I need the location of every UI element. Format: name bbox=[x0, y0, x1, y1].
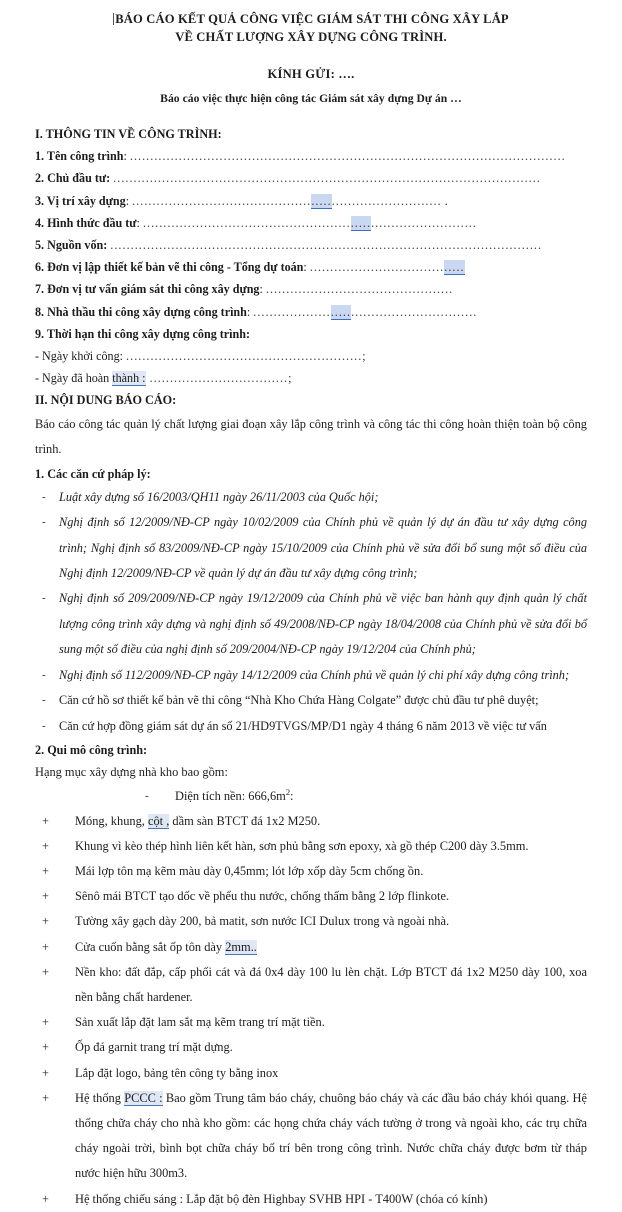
date-done-label: - Ngày đã hoàn bbox=[35, 371, 113, 386]
info-item-9-label: 9. Thời hạn thi công xây dựng công trình: bbox=[35, 326, 251, 341]
scope-intro: Hạng mục xây dựng nhà kho bao gồm: bbox=[35, 765, 228, 780]
dash-bullet-icon: - bbox=[42, 668, 46, 681]
info-item-6-sep: : bbox=[303, 260, 310, 275]
info-item-8-field-marker: ..... bbox=[330, 304, 352, 319]
info-item-7 bbox=[35, 278, 587, 300]
info-item-5 bbox=[35, 234, 587, 256]
spec-item bbox=[35, 1086, 587, 1187]
date-done-row bbox=[35, 367, 587, 389]
dash-bullet-icon: - bbox=[42, 490, 46, 503]
spec-item-text: Cửa cuốn bằng sắt ốp tôn dày bbox=[75, 939, 226, 954]
document-title-line-1 bbox=[35, 10, 587, 28]
plus-bullet-icon: + bbox=[42, 1015, 49, 1030]
info-item-3-leader-a: ............................................ bbox=[132, 193, 312, 208]
basis-item bbox=[35, 714, 587, 739]
info-item-3-leader-b: ........................... bbox=[331, 193, 442, 208]
info-item-5-leader: .......................................................................................................... bbox=[110, 238, 543, 253]
document-title-line-2: VỀ CHẤT LƯỢNG XÂY DỰNG CÔNG TRÌNH. bbox=[175, 30, 447, 44]
info-item-6-label: 6. Đơn vị lập thiết kế bản vẽ thi công - Tổng dự toán bbox=[35, 260, 304, 275]
info-item-1-sep: : bbox=[123, 149, 130, 164]
dash-bullet-icon: - bbox=[42, 719, 46, 732]
recipient-line: KÍNH GỬI: …. bbox=[267, 67, 355, 81]
plus-bullet-icon: + bbox=[42, 1191, 49, 1206]
info-item-4-leader-a: ................................................... bbox=[142, 215, 351, 230]
spec-item bbox=[35, 834, 587, 859]
spec-item bbox=[35, 1187, 587, 1212]
date-start-row bbox=[35, 345, 587, 367]
spec-item-text: Ốp đá garnit trang trí mặt dựng. bbox=[75, 1040, 233, 1055]
info-item-2 bbox=[35, 167, 587, 189]
info-item-4-sep: : bbox=[136, 215, 143, 230]
section-heading-1: I. THÔNG TIN VỀ CÔNG TRÌNH: bbox=[35, 127, 222, 141]
info-item-3-field-marker: ..... bbox=[311, 193, 332, 208]
legal-item-text: Nghị định số 12/2009/NĐ-CP ngày 10/02/2009 của Chính phủ về quản lý dự án đầu tư xây dựng công trình; Nghị định số 83/2009/NĐ-CP ngày 15/10/2009 của Chính phủ về sửa đổi bổ sung một số điều của Nghị định 12/2009/NĐ-CP về quản lý dự án đầu tư xây dựng công trình; bbox=[59, 515, 587, 581]
section-heading-2: II. NỘI DUNG BÁO CÁO: bbox=[35, 393, 177, 408]
floor-area-unit-exponent: 2 bbox=[285, 786, 291, 797]
info-item-8-leader-b: ............................... bbox=[351, 304, 478, 319]
scope-heading: 2. Qui mô công trình: bbox=[35, 742, 148, 757]
spec-item-text-post: dầm sàn BTCT đá 1x2 M250. bbox=[169, 813, 321, 828]
spec-item-text: Hệ thống chiếu sáng : Lắp đặt bộ đèn Highbay SVHB HPI - T400W (chóa có kính) bbox=[75, 1191, 488, 1206]
info-item-4-leader-b: .......................... bbox=[371, 215, 477, 230]
spec-item-marker: PCCC : bbox=[124, 1090, 163, 1105]
info-item-5-label: 5. Nguồn vốn: bbox=[35, 238, 108, 253]
spec-item bbox=[35, 859, 587, 884]
info-item-3-tail: . bbox=[441, 193, 448, 208]
info-item-6-field-marker: ..... bbox=[444, 260, 465, 275]
spec-item-text: Khung vì kèo thép hình liên kết hàn, sơn phủ bằng sơn epoxy, xà gồ thép C200 dày 3.5mm. bbox=[75, 838, 529, 853]
info-item-8-sep: : bbox=[246, 304, 254, 319]
plus-bullet-icon: + bbox=[42, 939, 49, 954]
document-subtitle: Báo cáo việc thực hiện công tác Giám sát xây dựng Dự án … bbox=[160, 92, 462, 105]
floor-area-label: Diện tích nền: 666,6m bbox=[175, 788, 286, 803]
info-item-4 bbox=[35, 212, 587, 234]
spec-item-marker: 2mm.. bbox=[225, 939, 257, 954]
info-item-4-label: 4. Hình thức đầu tư bbox=[35, 215, 137, 230]
plus-bullet-icon: + bbox=[42, 813, 49, 828]
plus-bullet-icon: + bbox=[42, 1040, 49, 1055]
dash-bullet-icon: - bbox=[42, 592, 46, 605]
info-item-1-label: 1. Tên công trình bbox=[35, 149, 124, 164]
date-start-label: - Ngày khởi công: bbox=[35, 349, 127, 364]
info-item-8-leader-a: ................... bbox=[253, 304, 331, 319]
document-body bbox=[35, 0, 587, 1212]
legal-item bbox=[35, 586, 587, 662]
plus-bullet-icon: + bbox=[42, 914, 49, 929]
spec-item-text-post: Bao gồm Trung tâm báo cháy, chuông báo cháy và các đầu báo cháy khói quang. Hệ thống chữa cháy cho nhà kho gồm: các họng chứa cháy vách tường ở trong và ngoài kho, các trụ chữa cháy ngoài trời, bình bọt chữa cháy bố trí bên trong công trình. Nước chữa cháy được bơm từ tháp nước hiện hữu 300m3. bbox=[75, 1090, 587, 1181]
date-done-field-marker: thành : bbox=[112, 371, 146, 386]
spec-item-text: Móng, khung, bbox=[75, 813, 148, 828]
info-item-2-label: 2. Chủ đầu tư: bbox=[35, 171, 111, 186]
spec-item-text: Sản xuất lắp đặt lam sắt mạ kẽm trang trí mặt tiền. bbox=[75, 1015, 325, 1030]
basis-item bbox=[35, 688, 587, 713]
basis-item-text: Căn cứ hồ sơ thiết kế bản vẽ thi công “Nhà Kho Chứa Hàng Colgate” được chủ đầu tư phê duyệt; bbox=[59, 693, 539, 708]
legal-item-text: Nghị định số 209/2009/NĐ-CP ngày 19/12/2009 của Chính phủ về việc ban hành quy định quản lý chất lượng công trình xây dựng và nghị định số 49/2008/NĐ-CP ngày 18/04/2008 của Chính phủ về sửa đổi bổ sung một số điều của nghị định số 209/2004/NĐ-CP ngày 19/12/204 của Chính phủ; bbox=[59, 591, 587, 657]
dash-bullet-icon: - bbox=[42, 694, 46, 707]
spec-item bbox=[35, 884, 587, 909]
basis-item-text: Căn cứ hợp đồng giám sát dự án số 21/HD9TVGS/MP/D1 ngày 4 tháng 6 năm 2013 về việc tư vấn bbox=[59, 718, 547, 733]
title-block bbox=[35, 0, 587, 105]
date-done-leader: ..................................; bbox=[145, 371, 293, 386]
document-title-line-1-text: BÁO CÁO KẾT QUẢ CÔNG VIỆC GIÁM SÁT THI CÔNG XÂY LẮP bbox=[115, 12, 509, 26]
info-item-6 bbox=[35, 256, 587, 278]
info-item-9 bbox=[35, 323, 587, 345]
legal-item-text: Nghị định số 112/2009/NĐ-CP ngày 14/12/2009 của Chính phủ về quản lý chi phí xây dựng công trình; bbox=[59, 667, 570, 682]
legal-item bbox=[35, 510, 587, 586]
spec-item-text: Hệ thống bbox=[75, 1090, 125, 1105]
info-item-3-label: 3. Vị trí xây dựng bbox=[35, 193, 126, 208]
spec-item-text: Sênô mái BTCT tạo dốc về phểu thu nước, chống thấm bằng 2 lớp flinkote. bbox=[75, 889, 450, 904]
plus-bullet-icon: + bbox=[42, 1065, 49, 1080]
spec-item-marker: cột , bbox=[147, 813, 170, 828]
dash-bullet-icon: - bbox=[145, 789, 149, 802]
floor-area-tail: : bbox=[290, 788, 294, 803]
spec-item bbox=[35, 1061, 587, 1086]
legal-item-text: Luật xây dựng số 16/2003/QH11 ngày 26/11/2003 của Quốc hội; bbox=[59, 489, 379, 504]
plus-bullet-icon: + bbox=[42, 864, 49, 879]
spec-item-text: Nền kho: đất đắp, cấp phối cát và đá 0x4 dày 100 lu lèn chặt. Lớp BTCT đá 1x2 M250 dày 100, xoa nền bằng chất hardener. bbox=[75, 964, 587, 1005]
info-item-4-field-marker: ..... bbox=[350, 215, 372, 230]
spec-item bbox=[35, 960, 587, 1010]
info-item-7-leader: .............................................. bbox=[265, 282, 454, 297]
dash-bullet-icon: - bbox=[42, 516, 46, 529]
spec-item bbox=[35, 1035, 587, 1060]
info-item-1-leader: ........................................................................................................... bbox=[129, 149, 566, 164]
plus-bullet-icon: + bbox=[42, 1090, 49, 1105]
spec-item-text: Tường xây gạch dày 200, bả matit, sơn nước ICI Dulux trong và ngoài nhà. bbox=[75, 914, 450, 929]
info-item-8 bbox=[35, 301, 587, 323]
info-item-7-label: 7. Đơn vị tư vấn giám sát thi công xây dựng bbox=[35, 282, 260, 297]
legal-item bbox=[35, 663, 587, 688]
spec-item-text: Lắp đặt logo, bảng tên công ty bằng inox bbox=[75, 1065, 279, 1080]
spec-item bbox=[35, 909, 587, 934]
info-item-3 bbox=[35, 190, 587, 212]
spec-item bbox=[35, 935, 587, 960]
info-item-8-label: 8. Nhà thầu thi công xây dựng công trình bbox=[35, 304, 247, 319]
legal-item bbox=[35, 485, 587, 510]
spec-item bbox=[35, 1010, 587, 1035]
spec-item bbox=[35, 809, 587, 834]
spec-item-text: Mái lợp tôn mạ kẽm màu dày 0,45mm; lót lớp xốp dày 5cm chống ồn. bbox=[75, 864, 424, 879]
date-start-leader: ..........................................................; bbox=[126, 349, 367, 364]
plus-bullet-icon: + bbox=[42, 838, 49, 853]
report-intro-paragraph: Báo cáo công tác quản lý chất lượng giai đoạn xây lắp công trình và công tác thi công hoàn thiện toàn bộ công trình. bbox=[35, 416, 587, 457]
legal-basis-heading: 1. Các căn cứ pháp lý: bbox=[35, 466, 151, 481]
info-item-7-sep: : bbox=[259, 282, 266, 297]
info-item-2-leader: ......................................................................................................... bbox=[113, 171, 541, 186]
plus-bullet-icon: + bbox=[42, 964, 49, 979]
info-item-6-leader: ................................. bbox=[309, 260, 445, 275]
info-item-1 bbox=[35, 145, 587, 167]
plus-bullet-icon: + bbox=[42, 889, 49, 904]
info-item-3-sep: : bbox=[125, 193, 133, 208]
floor-area-row bbox=[35, 784, 587, 809]
